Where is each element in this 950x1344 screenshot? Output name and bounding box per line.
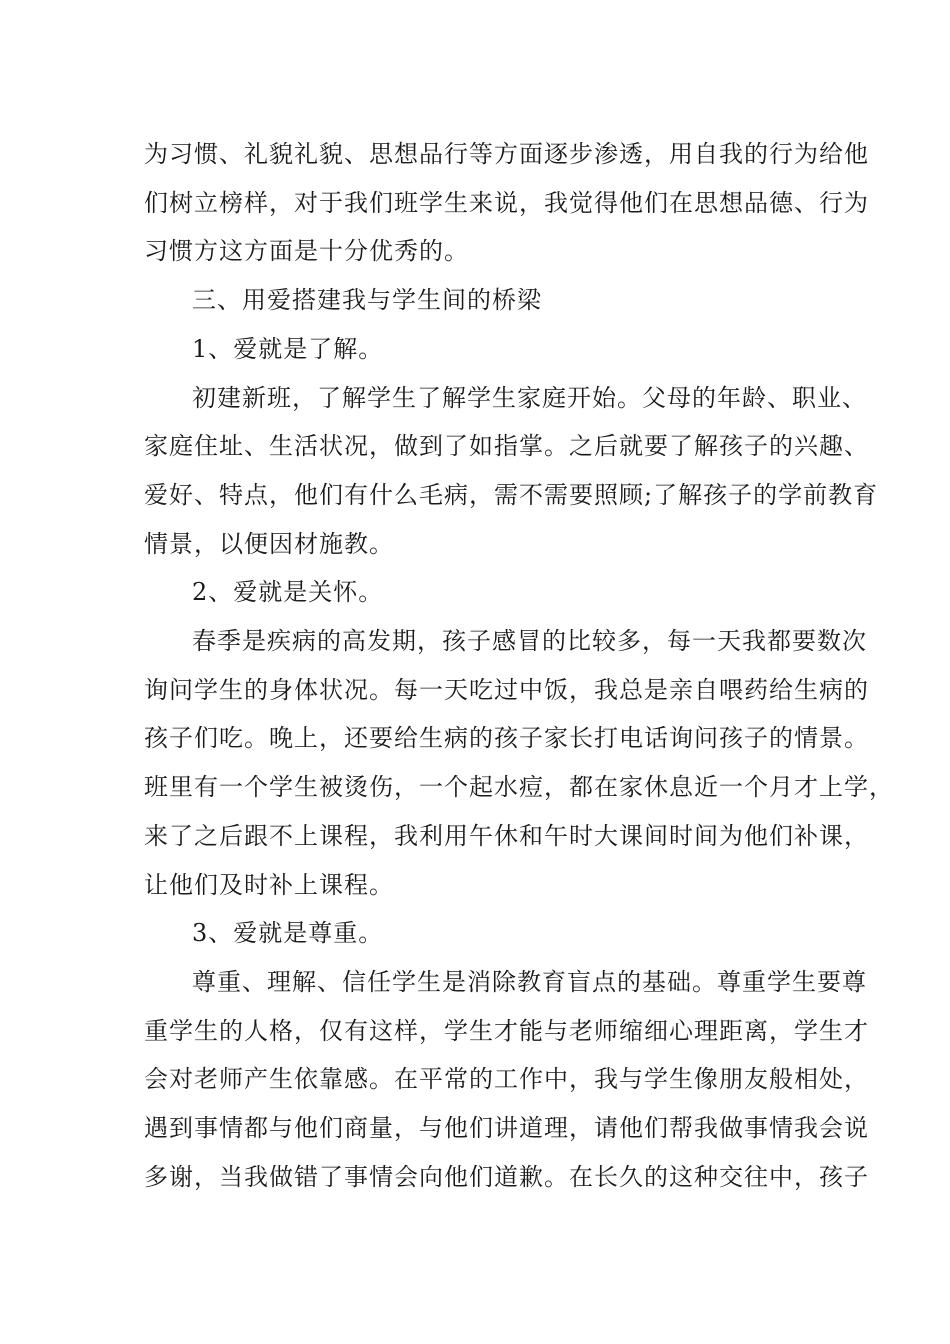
paragraph [144, 568, 824, 617]
text-line: 询问学生的身体状况。每一天吃过中饭，我总是亲自喂药给生病的 [144, 675, 869, 704]
body-text [144, 130, 894, 1201]
text-line: 为习惯、礼貌礼貌、思想品行等方面逐步渗透，用自我的行为给他 [144, 140, 869, 168]
text-line: 让他们及时补上课程。 [144, 870, 394, 899]
paragraph [144, 617, 894, 909]
text-line: 家庭住址、生活状况，做到了如指掌。之后就要了解孩子的兴趣、 [144, 432, 869, 461]
paragraph [144, 325, 824, 374]
text-line: 孩子们吃。晚上，还要给生病的孩子家长打电话询问孩子的情景。 [144, 724, 869, 753]
text-line: 们树立榜样，对于我们班学生来说，我觉得他们在思想品德、行为 [144, 188, 869, 217]
paragraph [144, 958, 869, 1202]
text-line: 3、爱就是尊重。 [192, 919, 384, 948]
text-line: 尊重、理解、信任学生是消除教育盲点的基础。尊重学生要尊 [192, 967, 867, 996]
text-line: 2、爱就是关怀。 [192, 578, 384, 607]
text-line: 班里有一个学生被烫伤，一个起水痘，都在家休息近一个月才上学， [144, 773, 894, 802]
text-line: 重学生的人格，仅有这样，学生才能与老师缩细心理距离，学生才 [144, 1016, 869, 1045]
text-line: 初建新班，了解学生了解学生家庭开始。父母的年龄、职业、 [192, 383, 867, 412]
text-line: 情景，以便因材施教。 [144, 529, 394, 558]
text-line: 三、用爱搭建我与学生间的桥梁 [192, 286, 542, 315]
paragraph [144, 374, 879, 569]
text-line: 遇到事情都与他们商量，与他们讲道理，请他们帮我做事情我会说 [144, 1114, 869, 1143]
text-line: 1、爱就是了解。 [192, 334, 384, 363]
text-line: 春季是疾病的高发期，孩子感冒的比较多，每一天我都要数次 [192, 627, 867, 656]
paragraph [144, 130, 869, 276]
paragraph [144, 909, 824, 958]
text-line: 来了之后跟不上课程，我利用午休和午时大课间时间为他们补课， [144, 821, 869, 850]
text-line: 习惯方这方面是十分优秀的。 [144, 237, 469, 266]
text-line: 会对老师产生依靠感。在平常的工作中，我与学生像朋友般相处， [144, 1065, 869, 1094]
paragraph [144, 276, 824, 325]
text-line: 爱好、特点，他们有什么毛病，需不需要照顾;了解孩子的学前教育 [144, 480, 879, 509]
text-line: 多谢，当我做错了事情会向他们道歉。在长久的这种交往中，孩子 [144, 1162, 869, 1191]
